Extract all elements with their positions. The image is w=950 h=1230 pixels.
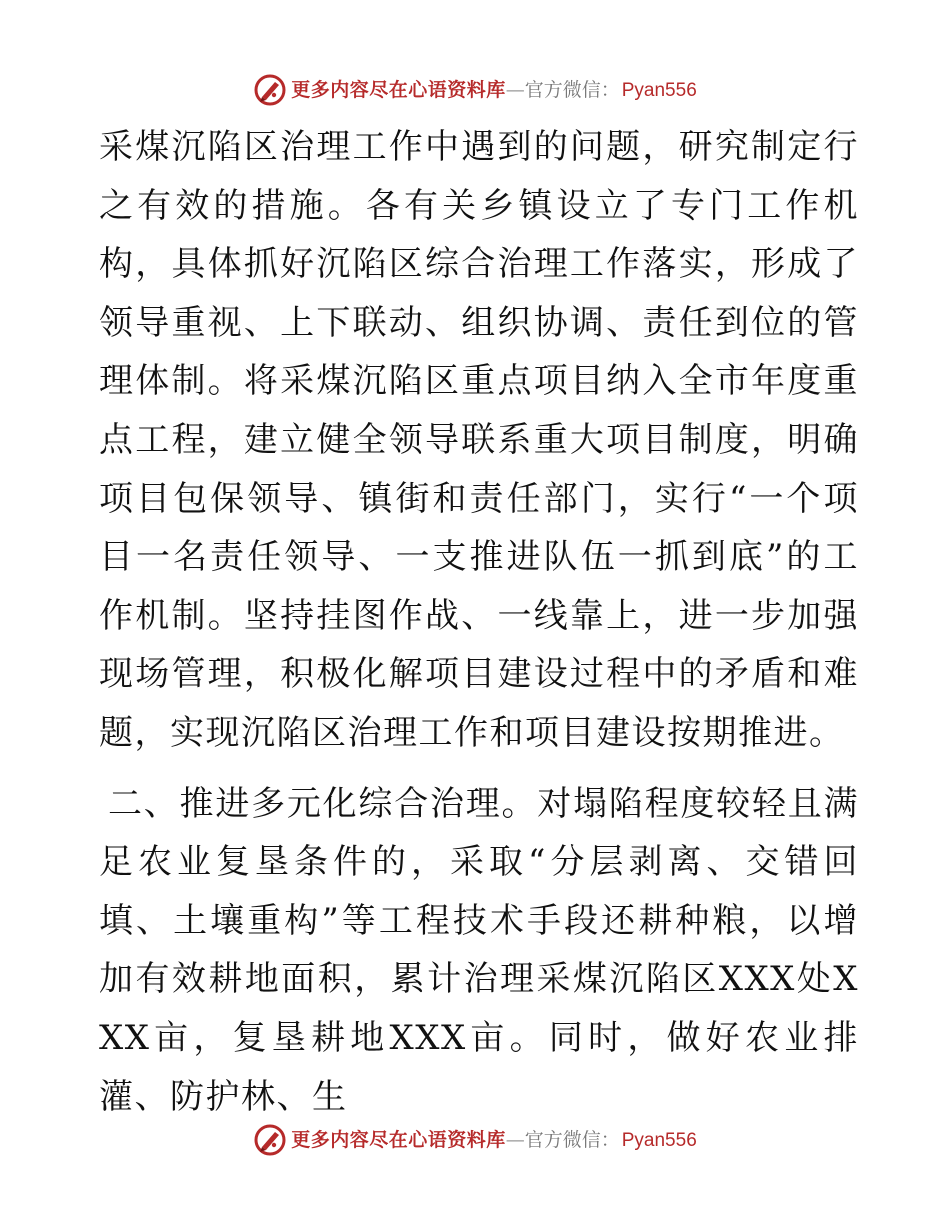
- header-library-name: 更多内容尽在心语资料库: [291, 78, 506, 101]
- pen-seal-icon: [253, 1123, 287, 1157]
- footer-dash: —: [505, 1128, 525, 1151]
- footer-official-label: 官方微信：: [524, 1128, 620, 1151]
- header-banner: [0, 70, 950, 110]
- document-body: [99, 118, 859, 1126]
- header-text: [291, 70, 697, 111]
- pen-seal-icon: [253, 73, 287, 107]
- footer-library-name: 更多内容尽在心语资料库: [291, 1128, 506, 1151]
- paragraph-2: 二、推进多元化综合治理。对塌陷程度较轻且满足农业复垦条件的，采取“分层剥离、交错回填、土壤重构”等工程技术手段还耕种粮，以增加有效耕地面积，累计治理采煤沉陷区XXX处XXX亩，复垦耕地XXX亩。同时，做好农业排灌、防护林、生: [99, 783, 859, 1117]
- header-official-label: 官方微信：: [524, 78, 620, 101]
- footer-text: [291, 1120, 697, 1161]
- footer-wechat-id: Pyan556: [621, 1129, 697, 1151]
- footer-banner: [0, 1120, 950, 1160]
- header-wechat-id: Pyan556: [621, 79, 697, 101]
- header-dash: —: [505, 78, 525, 101]
- paragraph-1: 采煤沉陷区治理工作中遇到的问题，研究制定行之有效的措施。各有关乡镇设立了专门工作机构，具体抓好沉陷区综合治理工作落实，形成了领导重视、上下联动、组织协调、责任到位的管理体制。将采煤沉陷区重点项目纳入全市年度重点工程，建立健全领导联系重大项目制度，明确项目包保领导、镇街和责任部门，实行“一个项目一名责任领导、一支推进队伍一抓到底”的工作机制。坚持挂图作战、一线靠上，进一步加强现场管理，积极化解项目建设过程中的矛盾和难题，实现沉陷区治理工作和项目建设按期推进。: [99, 127, 859, 753]
